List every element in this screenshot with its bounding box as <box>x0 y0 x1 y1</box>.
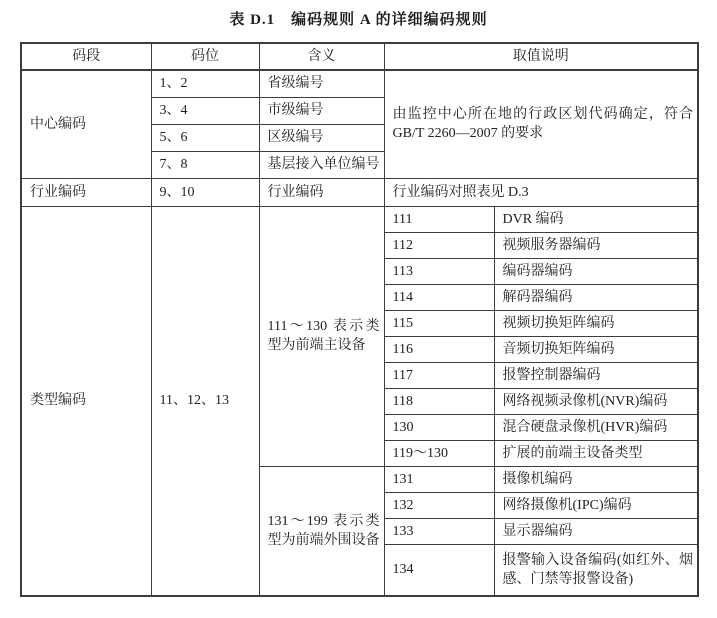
cell-type-desc: 混合硬盘录像机(HVR)编码 <box>494 414 698 440</box>
cell-position: 9、10 <box>151 178 259 206</box>
cell-type-code: 111 <box>384 206 494 232</box>
cell-segment-type: 类型编码 <box>21 206 151 596</box>
cell-type-desc: 扩展的前端主设备类型 <box>494 440 698 466</box>
cell-type-desc: 显示器编码 <box>494 518 698 544</box>
header-code-segment: 码段 <box>21 43 151 70</box>
cell-type-desc: 摄像机编码 <box>494 466 698 492</box>
cell-type-desc: 报警控制器编码 <box>494 362 698 388</box>
cell-segment-industry: 行业编码 <box>21 178 151 206</box>
cell-type-code: 112 <box>384 232 494 258</box>
cell-type-code: 114 <box>384 284 494 310</box>
cell-type-code: 113 <box>384 258 494 284</box>
cell-type-code: 131 <box>384 466 494 492</box>
table-row <box>21 206 698 232</box>
cell-type-code: 115 <box>384 310 494 336</box>
cell-type-desc: 网络视频录像机(NVR)编码 <box>494 388 698 414</box>
cell-segment-center: 中心编码 <box>21 70 151 178</box>
table-header-row <box>21 43 698 70</box>
header-meaning: 含义 <box>259 43 384 70</box>
coding-rules-table <box>20 42 699 597</box>
table-caption: 表 D.1 编码规则 A 的详细编码规则 <box>229 12 488 28</box>
cell-value-note-industry: 行业编码对照表见 D.3 <box>384 178 698 206</box>
cell-position: 3、4 <box>151 97 259 124</box>
cell-position: 11、12、13 <box>151 206 259 596</box>
header-code-position: 码位 <box>151 43 259 70</box>
cell-meaning: 省级编号 <box>259 70 384 97</box>
header-value-note: 取值说明 <box>384 43 698 70</box>
table-row <box>21 178 698 206</box>
cell-type-desc: 视频切换矩阵编码 <box>494 310 698 336</box>
cell-type-code: 132 <box>384 492 494 518</box>
cell-position: 1、2 <box>151 70 259 97</box>
cell-type-desc: 解码器编码 <box>494 284 698 310</box>
cell-position: 7、8 <box>151 151 259 178</box>
cell-type-desc: DVR 编码 <box>494 206 698 232</box>
cell-type-desc: 视频服务器编码 <box>494 232 698 258</box>
cell-type-desc: 编码器编码 <box>494 258 698 284</box>
cell-position: 5、6 <box>151 124 259 151</box>
cell-type-desc: 报警输入设备编码(如红外、烟感、门禁等报警设备) <box>494 544 698 596</box>
cell-meaning: 行业编码 <box>259 178 384 206</box>
cell-type-code: 117 <box>384 362 494 388</box>
cell-type-code: 134 <box>384 544 494 596</box>
cell-type-code: 116 <box>384 336 494 362</box>
cell-meaning: 区级编号 <box>259 124 384 151</box>
cell-type-desc: 音频切换矩阵编码 <box>494 336 698 362</box>
cell-value-note-center: 由监控中心所在地的行政区划代码确定，符合 GB/T 2260—2007 的要求 <box>384 70 698 178</box>
cell-type-code: 133 <box>384 518 494 544</box>
table-row <box>21 70 698 97</box>
cell-type-desc: 网络摄像机(IPC)编码 <box>494 492 698 518</box>
cell-meaning-main-devices: 111～130 表示类型为前端主设备 <box>259 206 384 466</box>
cell-type-code: 119～130 <box>384 440 494 466</box>
cell-meaning: 市级编号 <box>259 97 384 124</box>
cell-type-code: 118 <box>384 388 494 414</box>
cell-meaning-peripheral-devices: 131～199 表示类型为前端外围设备 <box>259 466 384 596</box>
cell-meaning: 基层接入单位编号 <box>259 151 384 178</box>
cell-type-code: 130 <box>384 414 494 440</box>
